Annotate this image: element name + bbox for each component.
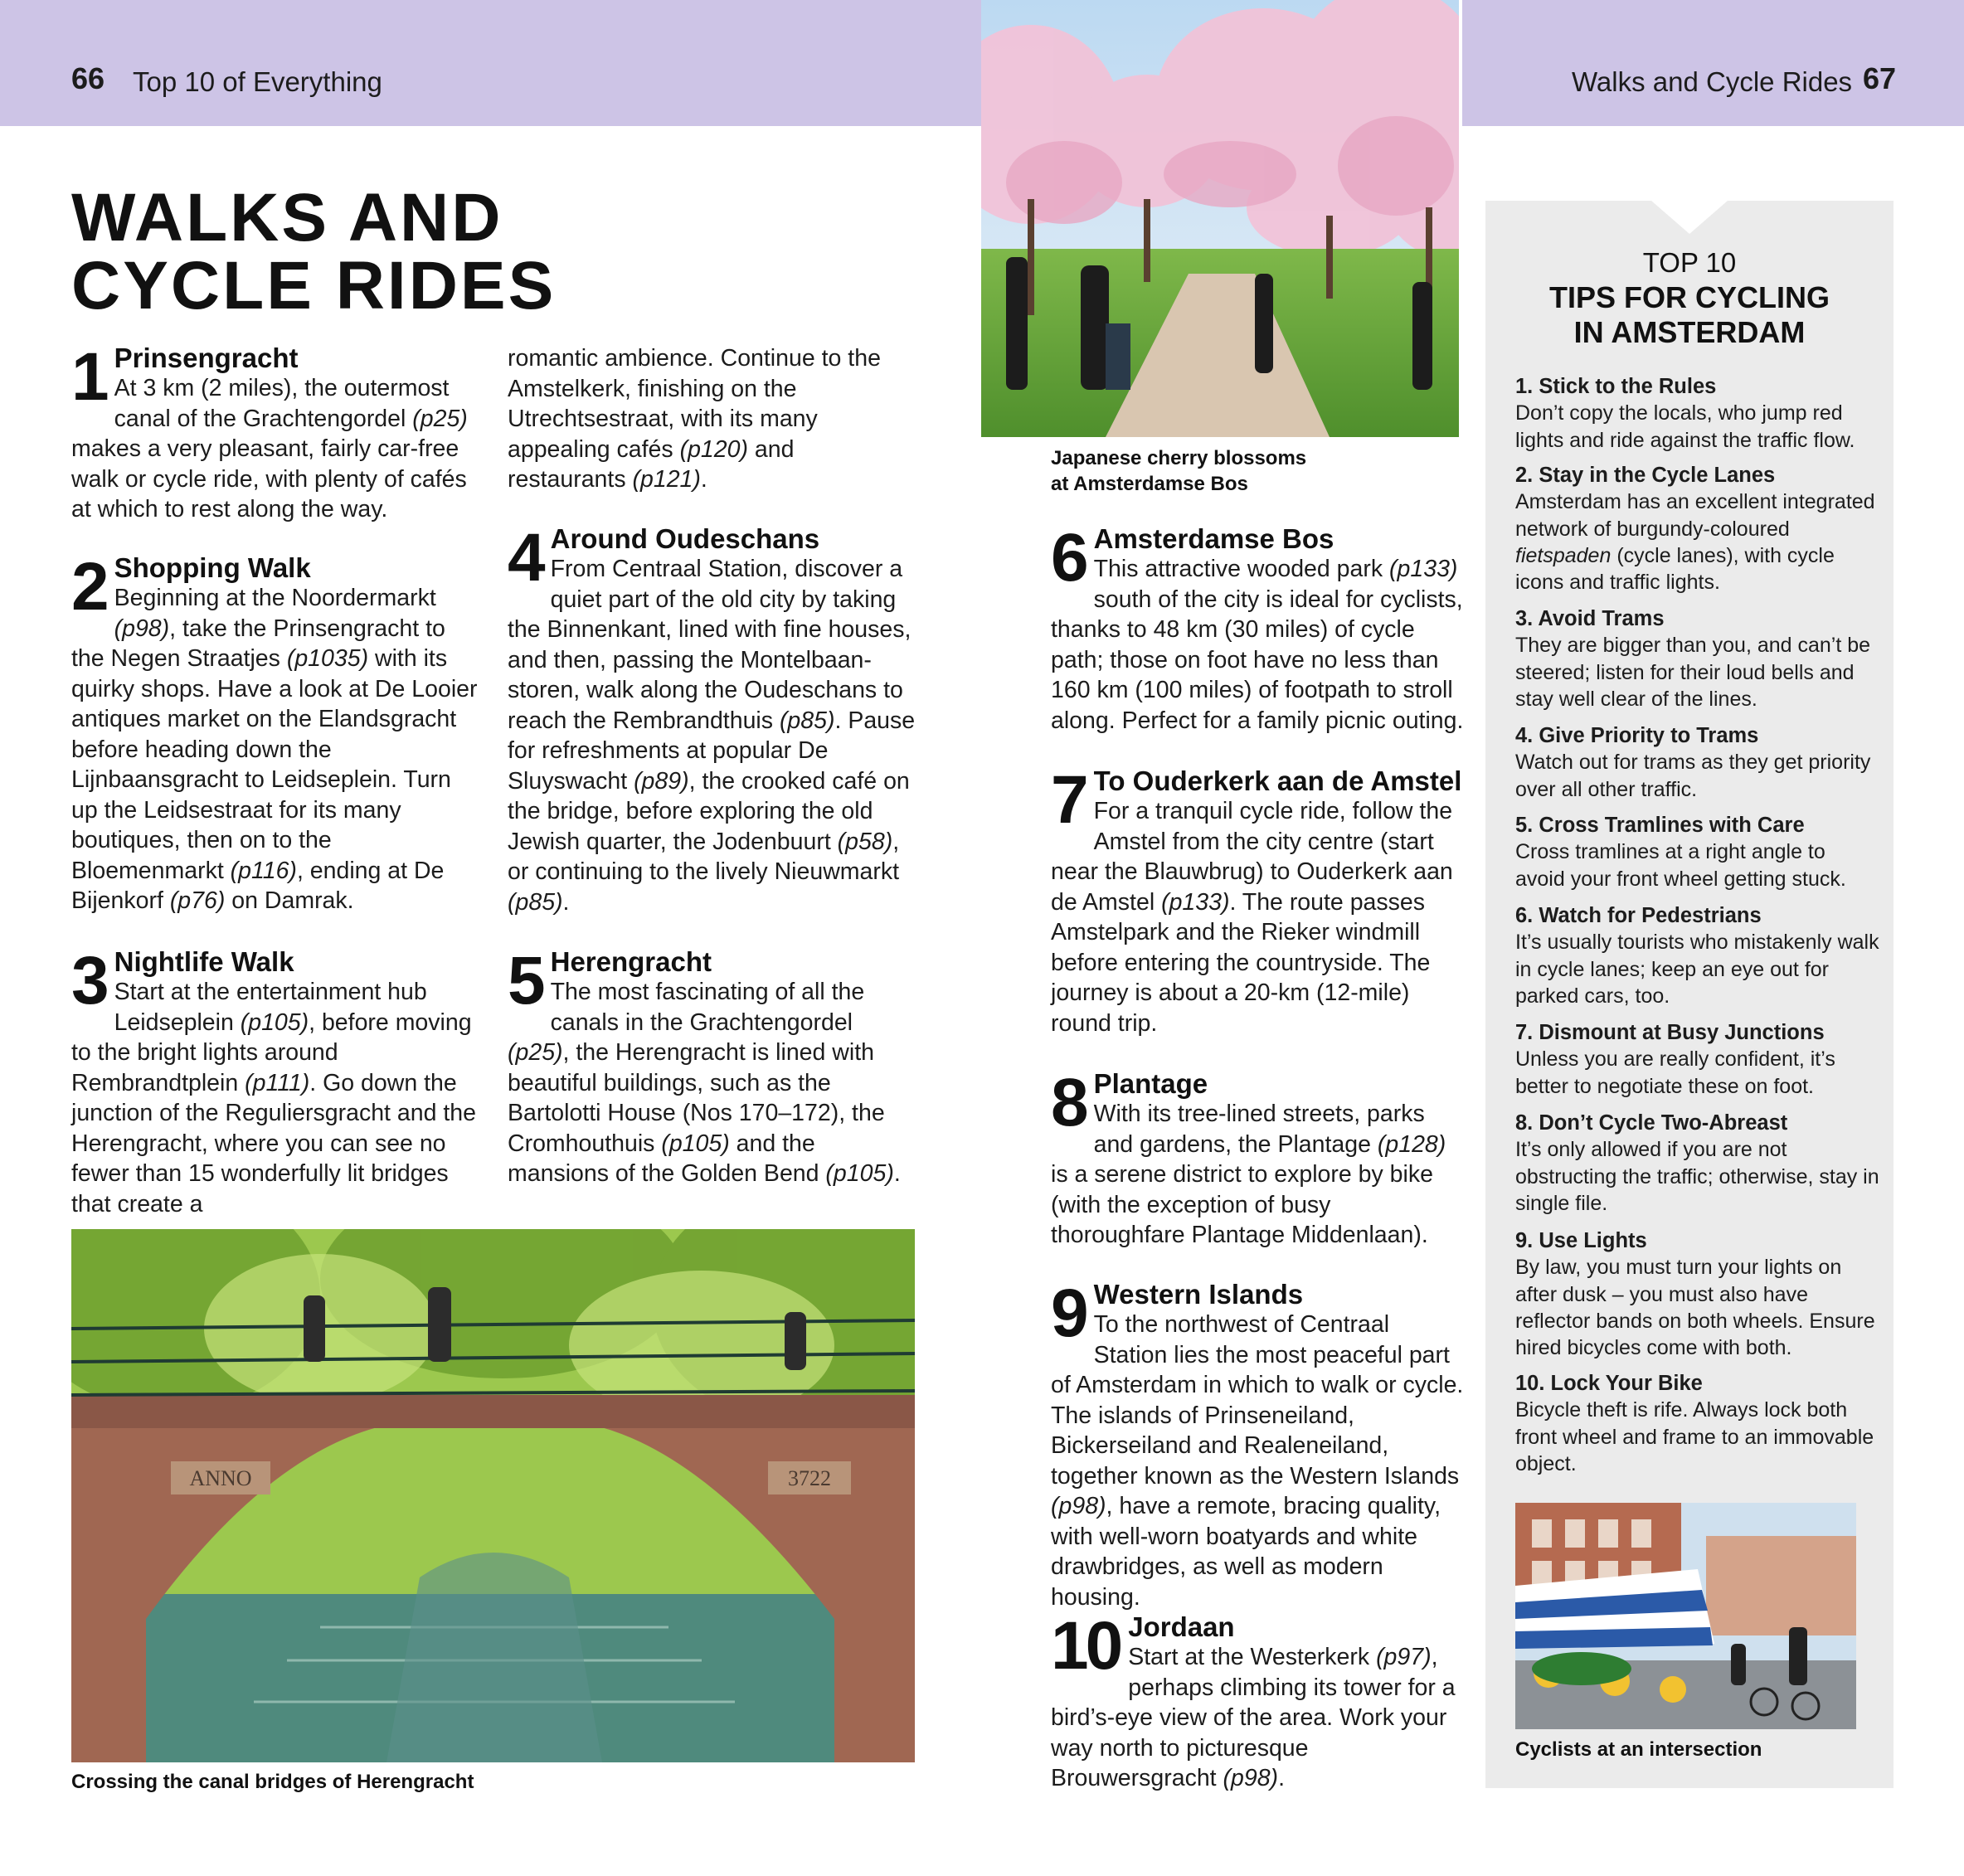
sidebar-notch bbox=[1485, 201, 1894, 242]
tip-body: It’s usually tourists who mistakenly walk in cycle lanes; keep an eye out for parked cars, too. bbox=[1515, 931, 1879, 1008]
tip-8 bbox=[1515, 1110, 1880, 1217]
tip-heading: 10. Lock Your Bike bbox=[1515, 1372, 1703, 1395]
tip-heading: 1. Stick to the Rules bbox=[1515, 375, 1717, 398]
bridge-watermark-anno: ANNO bbox=[189, 1466, 252, 1490]
tip-6 bbox=[1515, 902, 1880, 1009]
page-reference: (p85) bbox=[779, 707, 835, 734]
tip-heading: 3. Avoid Trams bbox=[1515, 607, 1665, 630]
entry-9 bbox=[1051, 1276, 1466, 1612]
page-reference: fietspaden bbox=[1515, 543, 1612, 567]
entry-number: 9 bbox=[1051, 1276, 1086, 1351]
right-page-number: 67 bbox=[1863, 61, 1897, 95]
tip-heading: 4. Give Priority to Trams bbox=[1515, 724, 1759, 747]
tip-7 bbox=[1515, 1019, 1880, 1100]
tip-body: Unless you are really confident, it’s better to negotiate these on foot. bbox=[1515, 1047, 1835, 1098]
entry-body: For a tranquil cycle ride, follow the Amstel from the city centre (start near the Blauwbrug) to Ouderkerk aan de Amstel (p133). The route passes Amstelpark and the Rieker windmill before entering the countryside. The journey is about a 20-km (12-mile) round trip. bbox=[1051, 798, 1453, 1037]
entry-number: 2 bbox=[71, 549, 106, 625]
tip-body: Bicycle theft is rife. Always lock both front wheel and frame to an immovable object. bbox=[1515, 1398, 1874, 1475]
right-running-title: Walks and Cycle Rides bbox=[1572, 66, 1853, 97]
entry-number: 1 bbox=[71, 339, 106, 415]
entry-heading: To Ouderkerk aan de Amstel bbox=[1093, 765, 1462, 796]
entry-8 bbox=[1051, 1065, 1466, 1251]
bridge-watermark-number: 3722 bbox=[788, 1466, 831, 1490]
page-reference: (p98) bbox=[1051, 1493, 1106, 1519]
tip-body: Amsterdam has an excellent integrated network of burgundy-coloured fietspaden (cycle lanes), with cycle icons and traffic lights. bbox=[1515, 490, 1875, 595]
entry-3 bbox=[71, 943, 482, 1219]
tip-body: By law, you must turn your lights on after dusk – you must also have reflector bands on both wheels. Ensure hired bicycles come with both. bbox=[1515, 1256, 1875, 1360]
page-reference: (p121) bbox=[632, 466, 701, 493]
entry-7 bbox=[1051, 762, 1466, 1038]
cherry-blossom-photo bbox=[981, 0, 1459, 437]
tip-1 bbox=[1515, 373, 1880, 454]
left-running-title: Top 10 of Everything bbox=[133, 66, 382, 97]
entry-body: This attractive wooded park (p133) south of the city is ideal for cyclists, thanks to 48 km (30 miles) of cycle path; those on foot have no less than 160 km (100 miles) of footpath to stroll along. Perfect for a family picnic outing. bbox=[1051, 556, 1464, 734]
page-reference: (p1035) bbox=[286, 645, 369, 672]
tip-body: Watch out for trams as they get priority over all other traffic. bbox=[1515, 751, 1871, 801]
tram-caption: Cyclists at an intersection bbox=[1515, 1738, 1762, 1761]
tip-heading: 2. Stay in the Cycle Lanes bbox=[1515, 464, 1776, 487]
page-reference: (p25) bbox=[508, 1039, 563, 1066]
tip-10 bbox=[1515, 1370, 1880, 1477]
page-reference: (p98) bbox=[1223, 1765, 1279, 1791]
page-title bbox=[71, 180, 557, 323]
page-reference: (p25) bbox=[412, 405, 468, 432]
cherry-caption-line1: Japanese cherry blossoms bbox=[1051, 447, 1307, 469]
tip-4 bbox=[1515, 722, 1880, 803]
tip-heading: 8. Don’t Cycle Two-Abreast bbox=[1515, 1111, 1788, 1135]
entry-body: The most fascinating of all the canals in the Grachtengordel (p25), the Herengracht is lined with beautiful buildings, such as the Bartolotti House (Nos 170–172), the Cromhouthuis (p105) and the mansions of the Golden Bend (p105). bbox=[508, 979, 901, 1187]
entry-body: Beginning at the Noordermarkt (p98), take the Prinsengracht to the Negen Straatjes (p1035) with its quirky shops. Have a look at De Looier antiques market on the Elandsgracht before heading down the Lijnbaansgracht to Leidseplein. Turn up the Leidsestraat for its many boutiques, then on to the Bloemenmarkt (p116), ending at De Bijenkorf (p76) on Damrak. bbox=[71, 585, 478, 914]
tip-body: It’s only allowed if you are not obstructing the traffic; otherwise, stay in single file. bbox=[1515, 1138, 1879, 1215]
entry-number: 10 bbox=[1051, 1608, 1121, 1684]
tip-body: Cross tramlines at a right angle to avoid your front wheel getting stuck. bbox=[1515, 840, 1846, 891]
entry-heading: Amsterdamse Bos bbox=[1093, 523, 1334, 554]
entry-5 bbox=[508, 943, 918, 1189]
cherry-caption bbox=[1051, 445, 1466, 497]
page-reference: (p97) bbox=[1376, 1644, 1432, 1670]
tip-9 bbox=[1515, 1227, 1880, 1361]
page-reference: (p89) bbox=[634, 767, 689, 795]
sidebar-title bbox=[1485, 280, 1894, 350]
tip-3 bbox=[1515, 605, 1880, 712]
entry-6 bbox=[1051, 520, 1466, 736]
canal-bridge-photo bbox=[71, 1229, 915, 1762]
entry-1 bbox=[71, 339, 482, 525]
page-title-line2: CYCLE RIDES bbox=[71, 248, 557, 323]
entry-heading: Western Islands bbox=[1093, 1279, 1304, 1310]
page-reference: (p120) bbox=[679, 435, 748, 463]
tip-body: Don’t copy the locals, who jump red lights and ride against the traffic flow. bbox=[1515, 401, 1855, 452]
sidebar-title-line2: IN AMSTERDAM bbox=[1573, 315, 1806, 349]
page-reference: (p105) bbox=[240, 1008, 309, 1036]
page-reference: (p98) bbox=[114, 615, 170, 642]
entry-body: At 3 km (2 miles), the outermost canal of the Grachtengordel (p25) makes a very pleasant, fairly car-free walk or cycle ride, with plenty of cafés at which to rest along the way. bbox=[71, 375, 468, 522]
page-reference: (p128) bbox=[1377, 1130, 1446, 1158]
entry-body: To the northwest of Centraal Station lies the most peaceful part of Amsterdam in which to walk or cycle. The islands of Prinseneiland, Bickerseiland and Realeneiland, together known as the Western Islands (p98), have a remote, bracing quality, with well-worn boatyards and white drawbridges, as well as modern housing. bbox=[1051, 1311, 1464, 1611]
page-reference: (p85) bbox=[508, 888, 563, 916]
tip-heading: 7. Dismount at Busy Junctions bbox=[1515, 1021, 1825, 1044]
entry-heading: Plantage bbox=[1093, 1068, 1208, 1099]
page-reference: (p116) bbox=[230, 857, 297, 884]
entry-number: 4 bbox=[508, 520, 542, 595]
entry-body: From Centraal Station, discover a quiet part of the old city by taking the Binnenkant, lined with fine houses, and then, passing the Montelbaanstoren, walk along the Oudeschans to reach the Rembrandthuis (p85). Pause for refreshments at popular De Sluyswacht (p89), the crooked café on the bridge, before exploring the old Jewish quarter, the Jodenbuurt (p58), or continuing to the lively Nieuwmarkt (p85). bbox=[508, 556, 916, 916]
page-reference: (p105) bbox=[825, 1160, 894, 1187]
entry-heading: Prinsengracht bbox=[114, 343, 299, 373]
tip-2 bbox=[1515, 462, 1880, 595]
entry-10 bbox=[1051, 1608, 1466, 1794]
entry-body: Start at the Westerkerk (p97), perhaps climbing its tower for a bird’s-eye view of the area. Work your way north to picturesque Brouwersgracht (p98). bbox=[1051, 1644, 1456, 1791]
entry-number: 8 bbox=[1051, 1065, 1086, 1140]
page-reference: (p111) bbox=[245, 1069, 310, 1096]
tip-5 bbox=[1515, 812, 1880, 892]
entry-number: 5 bbox=[508, 943, 542, 1018]
entry-body: Start at the entertainment hub Leidseplein (p105), before moving to the bright lights around Rembrandtplein (p111). Go down the junction of the Reguliersgracht and the Herengracht, where you can see no fewer than 15 wonderfully lit bridges that create a bbox=[71, 979, 476, 1217]
entry-2 bbox=[71, 549, 482, 916]
page-reference: (p76) bbox=[169, 887, 226, 914]
page-reference: (p133) bbox=[1389, 556, 1458, 582]
header-band-left bbox=[0, 0, 981, 126]
entry-number: 6 bbox=[1051, 520, 1086, 595]
tip-body: They are bigger than you, and can’t be steered; listen for their loud bells and stay well clear of the lines. bbox=[1515, 634, 1871, 711]
page-reference: (p133) bbox=[1161, 888, 1230, 916]
tip-heading: 6. Watch for Pedestrians bbox=[1515, 904, 1762, 927]
entry-heading: Shopping Walk bbox=[114, 552, 311, 583]
sidebar-title-line1: TIPS FOR CYCLING bbox=[1548, 280, 1830, 314]
entry-number: 7 bbox=[1051, 762, 1086, 838]
entry-heading: Herengracht bbox=[550, 946, 712, 977]
tip-heading: 5. Cross Tramlines with Care bbox=[1515, 814, 1805, 837]
page-reference: (p105) bbox=[661, 1130, 730, 1157]
entry-heading: Jordaan bbox=[1128, 1611, 1235, 1642]
cherry-caption-line2: at Amsterdamse Bos bbox=[1051, 473, 1248, 495]
entry-heading: Nightlife Walk bbox=[114, 946, 294, 977]
tram-photo bbox=[1515, 1503, 1856, 1729]
page-reference: (p58) bbox=[837, 828, 893, 855]
tip-heading: 9. Use Lights bbox=[1515, 1229, 1647, 1252]
bridge-caption: Crossing the canal bridges of Herengracht bbox=[71, 1771, 474, 1793]
entry-4 bbox=[508, 520, 918, 917]
entry-3-continued bbox=[508, 343, 918, 495]
entry-number: 3 bbox=[71, 943, 106, 1018]
left-page-number: 66 bbox=[71, 61, 105, 95]
entry-body: With its tree-lined streets, parks and gardens, the Plantage (p128) is a serene district to explore by bike (with the exception of busy thoroughfare Plantage Middenlaan). bbox=[1051, 1101, 1446, 1248]
entry-body: romantic ambience. Continue to the Amstelkerk, finishing on the Utrechtsestraat, with its many appealing cafés (p120) and restaurants (p121). bbox=[508, 345, 881, 493]
entry-heading: Around Oudeschans bbox=[550, 523, 820, 554]
sidebar-kicker: TOP 10 bbox=[1642, 247, 1737, 278]
page-title-line1: WALKS AND bbox=[71, 180, 503, 255]
